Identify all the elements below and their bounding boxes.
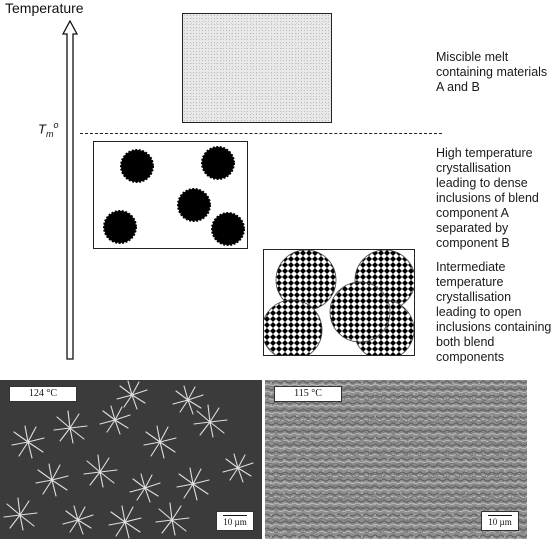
melt-description: Miscible melt containing materials A and B <box>436 50 548 94</box>
scale-bar-label: 10 µm <box>223 517 247 527</box>
micrograph-temperature-label: 115 °C <box>274 386 342 402</box>
miscible-melt-panel <box>182 13 332 123</box>
open-inclusions-description: Intermediate temperature crystallisation leading to open inclusions containing both blend components <box>436 260 552 364</box>
scale-bar <box>216 511 254 531</box>
micrograph-temperature-label: 124 °C <box>9 386 77 402</box>
tm-subscript: m <box>45 128 54 139</box>
scale-bar <box>481 511 519 531</box>
melting-temperature-line <box>80 133 442 134</box>
micrograph-124c <box>0 380 262 539</box>
temperature-axis-title: Temperature <box>5 0 84 16</box>
inclusion-a <box>202 147 234 179</box>
dense-inclusions-panel <box>93 141 248 249</box>
temperature-arrow <box>62 20 78 360</box>
open-inclusions-figure <box>264 250 414 355</box>
tm-superscript: o <box>53 120 59 130</box>
inclusion-a <box>104 211 136 243</box>
scale-bar-line <box>223 515 247 516</box>
inclusion-a <box>212 213 244 245</box>
dense-inclusions-figure <box>94 142 247 248</box>
open-inclusions-panel <box>263 249 415 356</box>
melting-temperature-label <box>38 120 58 139</box>
inclusion-a <box>178 189 210 221</box>
micrograph-115c <box>265 380 527 539</box>
open-inclusion <box>330 282 390 342</box>
scale-bar-label: 10 µm <box>488 517 512 527</box>
scale-bar-line <box>488 515 512 516</box>
tm-symbol: T <box>38 121 46 137</box>
inclusion-a <box>121 150 153 182</box>
dense-inclusions-description: High temperature crystallisation leading to dense inclusions of blend component A separated by component B <box>436 146 539 250</box>
